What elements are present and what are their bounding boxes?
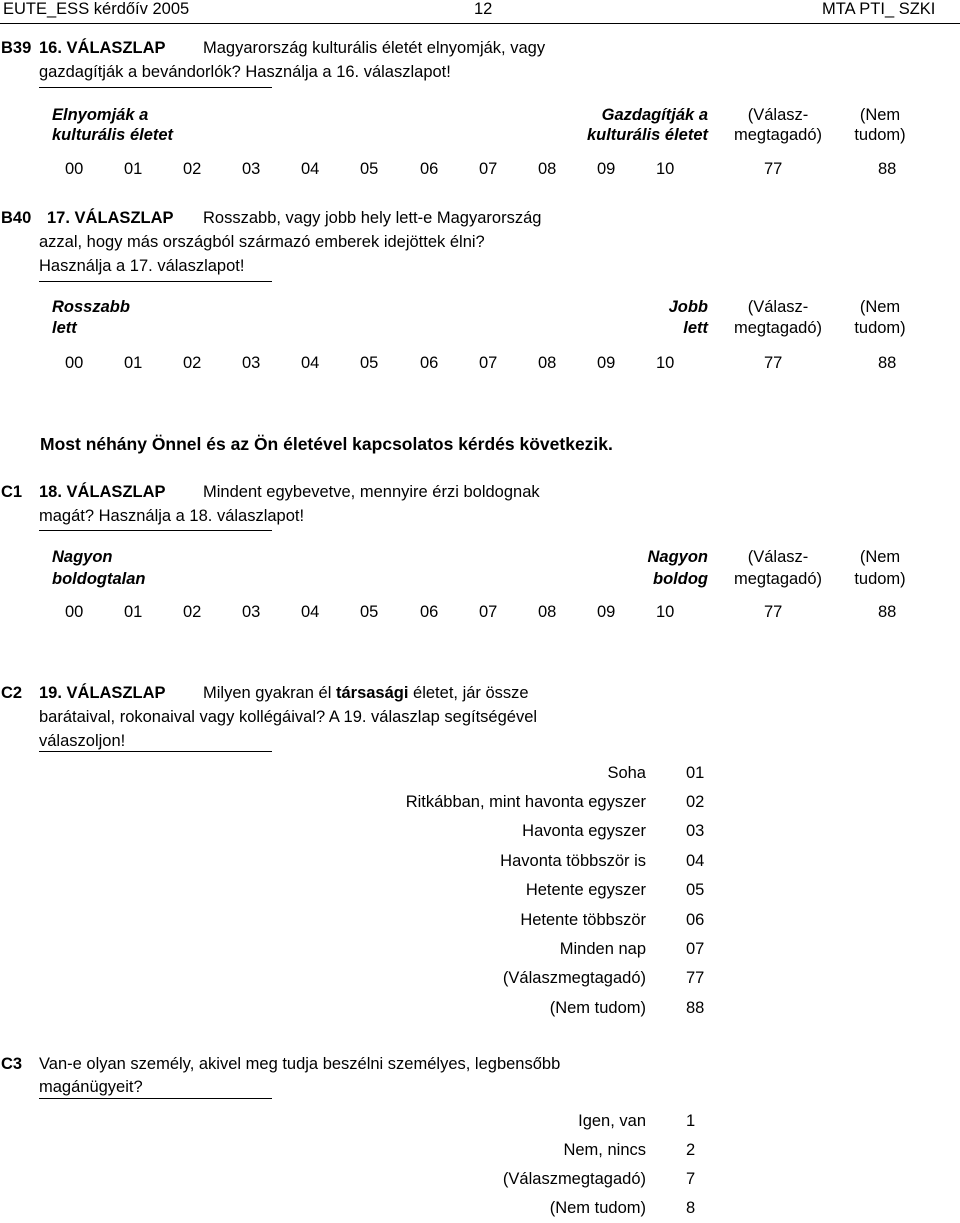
- refused-label: megtagadó): [733, 570, 823, 588]
- left-anchor: kulturális életet: [52, 126, 174, 144]
- option-code: 01: [686, 764, 705, 782]
- scale-code: 00: [65, 354, 84, 372]
- text-fragment: Milyen gyakran él: [203, 684, 336, 702]
- header-divider: [0, 23, 960, 24]
- dontknow-label: tudom): [854, 319, 906, 337]
- dontknow-label: (Nem: [859, 106, 901, 124]
- refused-label: (Válasz-: [747, 548, 809, 566]
- scale-code: 08: [538, 354, 557, 372]
- underline: [39, 1098, 272, 1099]
- card-label: 16. VÁLASZLAP: [39, 39, 166, 57]
- question-text: Magyarország kulturális életét elnyomják, vagy: [203, 39, 546, 57]
- card-label: 19. VÁLASZLAP: [39, 684, 166, 702]
- option-code: 88: [686, 999, 705, 1017]
- option-label: Havonta egyszer: [522, 822, 646, 840]
- scale-code: 03: [242, 354, 261, 372]
- option-label: Hetente többször: [520, 911, 646, 929]
- refused-label: megtagadó): [733, 126, 823, 144]
- scale-code: 04: [301, 354, 320, 372]
- right-anchor: Gazdagítják a: [601, 106, 708, 124]
- scale-code: 02: [183, 354, 202, 372]
- option-label: Ritkábban, mint havonta egyszer: [405, 793, 646, 811]
- option-label: (Válaszmegtagadó): [502, 969, 646, 987]
- scale-code: 77: [764, 160, 783, 178]
- question-text: azzal, hogy más országból származó emberek idejöttek élni?: [39, 233, 485, 251]
- option-label: Minden nap: [559, 940, 646, 958]
- scale-code: 02: [183, 160, 202, 178]
- header-right: MTA PTI_ SZKI: [822, 0, 936, 18]
- option-label: (Nem tudom): [549, 999, 646, 1017]
- option-code: 03: [686, 822, 705, 840]
- scale-code: 08: [538, 160, 557, 178]
- question-text: barátaival, rokonaival vagy kollégáival? A 19. válaszlap segítségével: [39, 708, 538, 726]
- refused-label: megtagadó): [733, 319, 823, 337]
- scale-code: 09: [597, 603, 616, 621]
- scale-code: 09: [597, 160, 616, 178]
- scale-code: 00: [65, 603, 84, 621]
- question-id: B39: [1, 39, 32, 57]
- section-heading: Most néhány Önnel és az Ön életével kapcsolatos kérdés következik.: [40, 434, 613, 454]
- header-page-number: 12: [474, 0, 493, 18]
- scale-code: 09: [597, 354, 616, 372]
- scale-code: 02: [183, 603, 202, 621]
- right-anchor: lett: [683, 319, 708, 337]
- card-label: 18. VÁLASZLAP: [39, 483, 166, 501]
- scale-code: 01: [124, 160, 143, 178]
- scale-code: 03: [242, 160, 261, 178]
- dontknow-label: (Nem: [859, 298, 901, 316]
- question-text: [203, 684, 529, 703]
- scale-code: 88: [878, 603, 897, 621]
- option-code: 02: [686, 793, 705, 811]
- underline: [39, 751, 272, 752]
- left-anchor: boldogtalan: [52, 570, 146, 588]
- scale-code: 03: [242, 603, 261, 621]
- scale-code: 06: [420, 354, 439, 372]
- option-code: 77: [686, 969, 705, 987]
- question-text: Van-e olyan személy, akivel meg tudja beszélni személyes, legbensőbb: [39, 1055, 561, 1073]
- option-label: Nem, nincs: [563, 1141, 646, 1159]
- refused-label: (Válasz-: [747, 106, 809, 124]
- question-id: B40: [1, 209, 32, 227]
- option-code: 1: [686, 1112, 696, 1130]
- option-label: Igen, van: [578, 1112, 646, 1130]
- scale-code: 88: [878, 354, 897, 372]
- option-code: 04: [686, 852, 705, 870]
- scale-code: 77: [764, 354, 783, 372]
- underline: [39, 281, 272, 282]
- scale-code: 07: [479, 603, 498, 621]
- option-label: (Nem tudom): [549, 1199, 646, 1217]
- text-fragment: életet, jár össze: [408, 684, 529, 702]
- underline: [39, 530, 272, 531]
- left-anchor: Elnyomják a: [52, 106, 149, 124]
- scale-code: 04: [301, 603, 320, 621]
- option-code: 07: [686, 940, 705, 958]
- scale-code: 08: [538, 603, 557, 621]
- option-code: 06: [686, 911, 705, 929]
- right-anchor: Nagyon: [647, 548, 708, 566]
- question-id: C1: [1, 483, 23, 501]
- option-code: 2: [686, 1141, 696, 1159]
- scale-code: 04: [301, 160, 320, 178]
- scale-code: 05: [360, 354, 379, 372]
- question-text: gazdagítják a bevándorlók? Használja a 16. válaszlapot!: [39, 63, 451, 81]
- scale-code: 05: [360, 603, 379, 621]
- header-left: EUTE_ESS kérdőív 2005: [3, 0, 190, 18]
- right-anchor: Jobb: [668, 298, 708, 316]
- scale-code: 01: [124, 603, 143, 621]
- option-label: (Válaszmegtagadó): [502, 1170, 646, 1188]
- scale-code: 00: [65, 160, 84, 178]
- option-label: Soha: [607, 764, 646, 782]
- scale-code: 77: [764, 603, 783, 621]
- scale-code: 05: [360, 160, 379, 178]
- question-text: magánügyeit?: [39, 1078, 143, 1096]
- text-emphasis: társasági: [335, 684, 409, 702]
- question-text: magát? Használja a 18. válaszlapot!: [39, 507, 305, 525]
- right-anchor: boldog: [653, 570, 708, 588]
- question-text: válaszoljon!: [39, 732, 126, 750]
- scale-code: 88: [878, 160, 897, 178]
- left-anchor: Rosszabb: [52, 298, 130, 316]
- question-text: Használja a 17. válaszlapot!: [39, 257, 245, 275]
- question-text: Mindent egybevetve, mennyire érzi boldognak: [203, 483, 540, 501]
- option-code: 7: [686, 1170, 696, 1188]
- option-code: 8: [686, 1199, 696, 1217]
- dontknow-label: (Nem: [859, 548, 901, 566]
- left-anchor: Nagyon: [52, 548, 113, 566]
- left-anchor: lett: [52, 319, 77, 337]
- scale-code: 10: [656, 160, 675, 178]
- scale-code: 01: [124, 354, 143, 372]
- scale-code: 07: [479, 354, 498, 372]
- dontknow-label: tudom): [854, 570, 906, 588]
- right-anchor: kulturális életet: [586, 126, 708, 144]
- question-id: C2: [1, 684, 23, 702]
- card-label: 17. VÁLASZLAP: [47, 209, 174, 227]
- scale-code: 07: [479, 160, 498, 178]
- scale-code: 10: [656, 603, 675, 621]
- refused-label: (Válasz-: [747, 298, 809, 316]
- question-id: C3: [1, 1055, 23, 1073]
- option-label: Havonta többször is: [500, 852, 646, 870]
- question-text: Rosszabb, vagy jobb hely lett-e Magyarország: [203, 209, 542, 227]
- option-label: Hetente egyszer: [525, 881, 646, 899]
- scale-code: 06: [420, 603, 439, 621]
- dontknow-label: tudom): [854, 126, 906, 144]
- underline: [39, 87, 272, 88]
- scale-code: 06: [420, 160, 439, 178]
- option-code: 05: [686, 881, 705, 899]
- scale-code: 10: [656, 354, 675, 372]
